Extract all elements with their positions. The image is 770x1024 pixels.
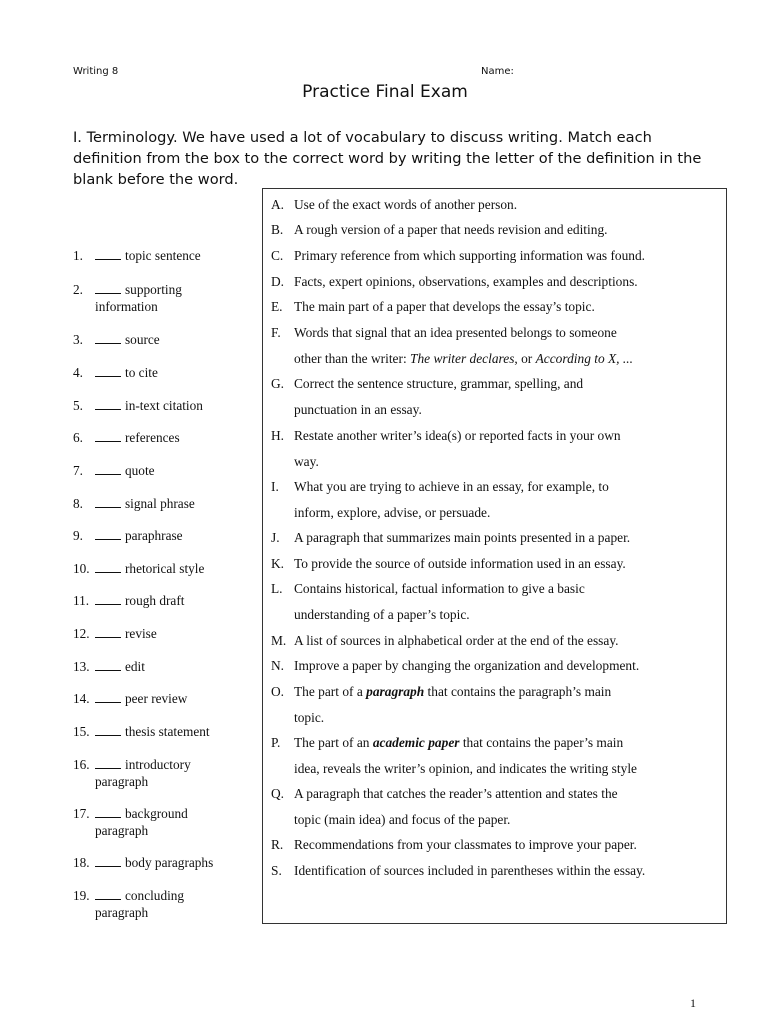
definition-h: H. Restate another writer’s idea(s) or reported facts in your own way. xyxy=(271,428,621,469)
answer-blank[interactable] xyxy=(95,758,121,769)
definition-q: Q. A paragraph that catches the reader’s attention and states the topic (main idea) and focus of the paper. xyxy=(271,786,618,827)
page-title: Practice Final Exam xyxy=(302,82,468,102)
term-item: 2. supporting information xyxy=(73,282,182,314)
definition-b: B. A rough version of a paper that needs revision and editing. xyxy=(271,222,608,237)
term-item: 5. in-text citation xyxy=(73,398,203,413)
course-label: Writing 8 xyxy=(73,66,119,77)
answer-blank[interactable] xyxy=(95,594,121,605)
answer-blank[interactable] xyxy=(95,249,121,260)
definition-r: R. Recommendations from your classmates to improve your paper. xyxy=(271,837,637,852)
name-label: Name: xyxy=(481,66,514,77)
definition-j: J. A paragraph that summarizes main points presented in a paper. xyxy=(271,530,631,545)
definition-l: L. Contains historical, factual information to give a basic understanding of a paper’s topic. xyxy=(271,581,585,622)
term-item: 15. thesis statement xyxy=(73,724,210,739)
page-number: 1 xyxy=(690,996,696,1010)
term-item: 11. rough draft xyxy=(73,593,185,608)
answer-blank[interactable] xyxy=(95,856,121,867)
term-item: 19. concluding paragraph xyxy=(73,888,185,920)
answer-blank[interactable] xyxy=(95,283,121,294)
term-item: 6. references xyxy=(73,430,180,445)
term-item: 18. body paragraphs xyxy=(73,855,214,870)
answer-blank[interactable] xyxy=(95,333,121,344)
term-item: 12. revise xyxy=(73,626,157,641)
term-item: 1. topic sentence xyxy=(73,248,201,263)
definition-d: D. Facts, expert opinions, observations, examples and descriptions. xyxy=(271,274,638,289)
definitions-box xyxy=(262,188,727,924)
answer-blank[interactable] xyxy=(95,660,121,671)
definition-p: P. The part of an academic paper that contains the paper’s main idea, reveals the writer’s opinion, and indicates the writing style xyxy=(271,735,637,776)
definition-i: I. What you are trying to achieve in an essay, for example, to inform, explore, advise, or persuade. xyxy=(271,479,609,520)
term-item: 14. peer review xyxy=(73,691,188,706)
definition-e: E. The main part of a paper that develops the essay’s topic. xyxy=(271,299,595,314)
definition-s: S. Identification of sources included in parentheses within the essay. xyxy=(271,863,646,878)
answer-blank[interactable] xyxy=(95,627,121,638)
term-item: 17. background paragraph xyxy=(73,806,188,838)
answer-blank[interactable] xyxy=(95,431,121,442)
answer-blank[interactable] xyxy=(95,497,121,508)
answer-blank[interactable] xyxy=(95,366,121,377)
answer-blank[interactable] xyxy=(95,807,121,818)
definition-a: A. Use of the exact words of another person. xyxy=(271,197,518,212)
answer-blank[interactable] xyxy=(95,889,121,900)
definition-g: G. Correct the sentence structure, grammar, spelling, and punctuation in an essay. xyxy=(271,376,584,417)
answer-blank[interactable] xyxy=(95,725,121,736)
answer-blank[interactable] xyxy=(95,464,121,475)
definition-n: N. Improve a paper by changing the organization and development. xyxy=(271,658,640,673)
definition-c: C. Primary reference from which supporting information was found. xyxy=(271,248,646,263)
term-item: 3. source xyxy=(73,332,160,347)
definition-f: F. Words that signal that an idea presented belongs to someone other than the writer: The writer declares, or According to X, ... xyxy=(271,325,633,366)
term-item: 7. quote xyxy=(73,463,155,478)
term-item: 16. introductory paragraph xyxy=(73,757,191,789)
term-item: 13. edit xyxy=(73,659,145,674)
answer-blank[interactable] xyxy=(95,562,121,573)
answer-blank[interactable] xyxy=(95,692,121,703)
section-instructions: I. Terminology. We have used a lot of vocabulary to discuss writing. Match each definition from the box to the correct word by writing the letter of the definition in the blank before the word. xyxy=(73,129,702,188)
definition-m: M. A list of sources in alphabetical order at the end of the essay. xyxy=(271,633,619,648)
term-item: 4. to cite xyxy=(73,365,158,380)
term-item: 9. paraphrase xyxy=(73,528,183,543)
term-item: 10. rhetorical style xyxy=(73,561,205,576)
definition-k: K. To provide the source of outside information used in an essay. xyxy=(271,556,626,571)
answer-blank[interactable] xyxy=(95,399,121,410)
term-item: 8. signal phrase xyxy=(73,496,195,511)
definition-o: O. The part of a paragraph that contains the paragraph’s main topic. xyxy=(271,684,612,725)
answer-blank[interactable] xyxy=(95,529,121,540)
